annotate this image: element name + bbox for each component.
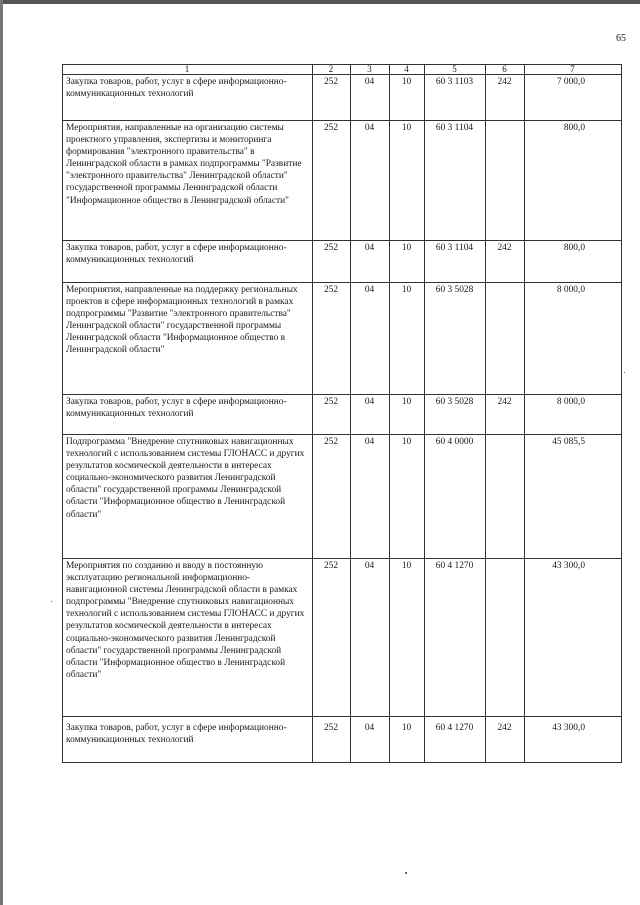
row-code-2: 252 (323, 243, 339, 253)
row-amount: 45 085,5 (552, 437, 585, 447)
column-divider-1 (312, 64, 313, 763)
row-code-6: 242 (497, 77, 512, 87)
header-col-5: 5 (452, 64, 457, 74)
row-line (62, 74, 622, 75)
row-code-2: 252 (323, 723, 339, 733)
table-border-left (62, 64, 63, 763)
row-description: Закупка товаров, работ, услуг в сфере информационно-коммуникационных технологий (66, 243, 287, 266)
row-code-5: 60 3 1104 (435, 123, 474, 133)
row-line (62, 434, 622, 435)
row-amount: 43 300,0 (552, 561, 585, 571)
row-code-3: 04 (364, 397, 375, 407)
header-col-7: 7 (570, 64, 575, 74)
header-col-6: 6 (502, 64, 507, 74)
row-code-2: 252 (323, 77, 339, 87)
row-code-3: 04 (364, 561, 375, 571)
row-amount: 800,0 (563, 243, 585, 253)
row-line (62, 716, 622, 717)
row-line (62, 282, 622, 283)
page-left-edge (0, 0, 3, 905)
column-divider-2 (350, 64, 351, 763)
table-border-right (621, 64, 622, 763)
header-col-1: 1 (184, 64, 190, 74)
column-divider-6 (524, 64, 525, 763)
row-code-4: 10 (401, 123, 412, 133)
row-code-5: 60 3 1104 (435, 243, 474, 253)
page-top-edge (0, 0, 640, 4)
row-code-4: 10 (401, 285, 412, 295)
row-code-3: 04 (364, 285, 375, 295)
row-code-5: 60 3 5028 (435, 285, 474, 295)
row-line (62, 120, 622, 121)
header-col-4: 4 (404, 64, 409, 74)
row-line (62, 394, 622, 395)
row-code-4: 10 (401, 397, 412, 407)
row-description: Мероприятия по созданию и вводу в постоянную эксплуатацию региональной информационно-навигационной системы Ленинградской области в рамках подпрограммы "Внедрение спутниковых навигационных технологий с использованием системы ГЛОНАСС и других результатов космической деятельности в интересах социально-экономического развития Ленинградской области" государственной программы Ленинградской области "Информационное общество в Ленинградской области" (66, 561, 305, 680)
row-code-3: 04 (364, 723, 375, 733)
row-description: Мероприятия, направленные на организацию системы проектного управления, экспертизы и мониторинга формирования "электронного правительства" в Ленинградской области в рамках подпрограммы "Развитие "электронного правительства" Ленинградской области" государственной программы Ленинградской области "Информационное общество в Ленинградской области" (66, 123, 302, 206)
row-code-2: 252 (323, 123, 339, 133)
scan-speck (51, 601, 52, 602)
row-description: Мероприятия, направленные на поддержку региональных проектов в сфере информационных технологий в рамках подпрограммы "Развитие "электронного правительства" Ленинградской области" государственной программы Ленинградской области "Информационное общество в Ленинградской области" (66, 285, 298, 356)
row-code-4: 10 (401, 561, 412, 571)
row-code-5: 60 3 5028 (435, 397, 474, 407)
scan-speck (624, 372, 625, 373)
row-code-2: 252 (323, 561, 339, 571)
column-divider-3 (389, 64, 390, 763)
row-line (62, 762, 622, 763)
row-code-2: 252 (323, 397, 339, 407)
row-code-3: 04 (364, 123, 375, 133)
row-description: Закупка товаров, работ, услуг в сфере информационно-коммуникационных технологий (66, 77, 287, 100)
page-number: 65 (616, 33, 626, 44)
row-amount: 7 000,0 (556, 77, 585, 87)
row-description: Подпрограмма "Внедрение спутниковых навигационных технологий с использованием системы ГЛОНАСС и других результатов космической деятельности в интересах социально-экономического развития Ленинградской области" государственной программы Ленинградской области "Информационное общество в Ленинградской области" (66, 437, 305, 520)
row-description: Закупка товаров, работ, услуг в сфере информационно-коммуникационных технологий (66, 723, 287, 746)
row-code-3: 04 (364, 243, 375, 253)
row-code-2: 252 (323, 437, 339, 447)
row-amount: 8 000,0 (556, 397, 585, 407)
row-code-4: 10 (401, 723, 412, 733)
row-code-5: 60 4 0000 (435, 437, 474, 447)
row-code-5: 60 3 1103 (435, 77, 474, 87)
budget-table (62, 64, 622, 763)
row-amount: 8 000,0 (556, 285, 585, 295)
row-amount: 800,0 (563, 123, 585, 133)
row-code-6: 242 (497, 243, 512, 253)
row-code-5: 60 4 1270 (435, 723, 474, 733)
row-code-4: 10 (401, 437, 412, 447)
row-code-3: 04 (364, 437, 375, 447)
header-col-2: 2 (328, 64, 334, 74)
row-code-5: 60 4 1270 (435, 561, 474, 571)
row-code-4: 10 (401, 77, 412, 87)
row-description: Закупка товаров, работ, услуг в сфере информационно-коммуникационных технологий (66, 397, 287, 420)
row-line (62, 240, 622, 241)
scan-speck (405, 872, 407, 874)
row-code-4: 10 (401, 243, 412, 253)
row-code-3: 04 (364, 77, 375, 87)
column-divider-4 (424, 64, 425, 763)
row-code-2: 252 (323, 285, 339, 295)
row-code-6: 242 (497, 723, 512, 733)
row-code-6: 242 (497, 397, 512, 407)
row-amount: 43 300,0 (552, 723, 585, 733)
row-line (62, 558, 622, 559)
header-col-3: 3 (367, 64, 372, 74)
column-divider-5 (485, 64, 486, 763)
